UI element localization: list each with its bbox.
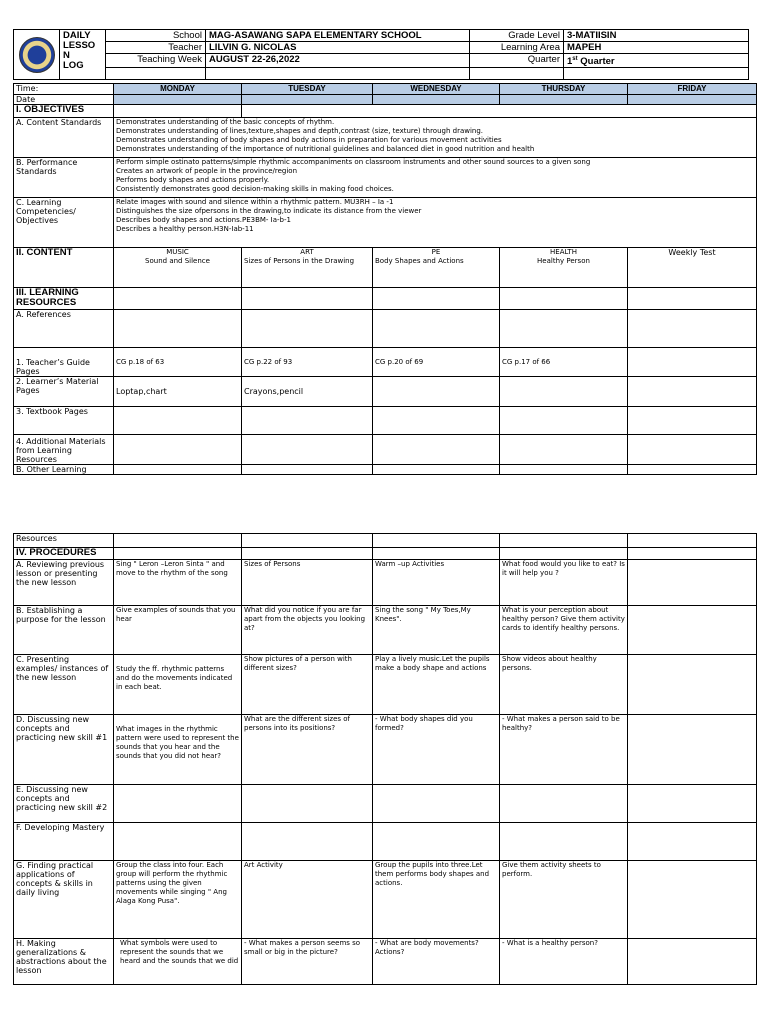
proc-d-wednesday: - What body shapes did you formed? bbox=[373, 715, 500, 785]
deped-seal-logo bbox=[14, 30, 60, 80]
grade-level-value: 3-MATIISIN bbox=[564, 30, 749, 42]
proc-c-tuesday: Show pictures of a person with different sizes? bbox=[242, 655, 373, 715]
content-pe: PE Body Shapes and Actions bbox=[373, 248, 500, 288]
day-wednesday: WEDNESDAY bbox=[373, 84, 500, 95]
learning-resources-heading: III. LEARNING RESOURCES bbox=[14, 288, 114, 310]
proc-a-label: A. Reviewing previous lesson or presenting the new lesson bbox=[14, 560, 114, 606]
proc-e-label: E. Discussing new concepts and practicing new skill #2 bbox=[14, 785, 114, 823]
time-label: Time: bbox=[14, 84, 114, 95]
learners-material-label: 2. Learner’s Material Pages bbox=[14, 377, 114, 407]
content-standards-text: Demonstrates understanding of the basic concepts of rhythm. Demonstrates understanding of lines,texture,shapes and depth,contrast (size, texture) through drawing. Demonstrates understanding of body shapes and body actions in preparation for various movement activities Demonstrates understanding of the importance of nutritional guidelines and balanced diet in good nutrition and health bbox=[114, 118, 757, 158]
school-value: MAG-ASAWANG SAPA ELEMENTARY SCHOOL bbox=[206, 30, 470, 42]
proc-f-label: F. Developing Mastery bbox=[14, 823, 114, 861]
lesson-table-page1 bbox=[13, 83, 757, 475]
competencies-label: C. Learning Competencies/ Objectives bbox=[14, 198, 114, 248]
proc-b-tuesday: What did you notice if you are far apart from the objects you looking at? bbox=[242, 606, 373, 655]
proc-h-monday: What symbols were used to represent the sounds that we heard and the sounds that we did bbox=[114, 939, 242, 985]
content-music: MUSIC Sound and Silence bbox=[114, 248, 242, 288]
content-heading: II. CONTENT bbox=[14, 248, 114, 288]
tg-tuesday: CG p.22 of 93 bbox=[242, 348, 373, 377]
proc-b-label: B. Establishing a purpose for the lesson bbox=[14, 606, 114, 655]
performance-standards-label: B. Performance Standards bbox=[14, 158, 114, 198]
proc-c-label: C. Presenting examples/ instances of the new lesson bbox=[14, 655, 114, 715]
proc-h-label: H. Making generalizations & abstractions about the lesson bbox=[14, 939, 114, 985]
teaching-week-value: AUGUST 22-26,2022 bbox=[206, 54, 470, 68]
performance-standards-text: Perform simple ostinato patterns/simple rhythmic accompaniments on classroom instruments and other sound sources to a given song Creates an artwork of people in the province/region Performs body shapes and actions properly. Consistently demonstrates good decision-making skills in making food choices. bbox=[114, 158, 757, 198]
learning-area-value: MAPEH bbox=[564, 42, 749, 54]
tg-monday: CG p.18 of 63 bbox=[114, 348, 242, 377]
proc-b-monday: Give examples of sounds that you hear bbox=[114, 606, 242, 655]
proc-h-tuesday: - What makes a person seems so small or big in the picture? bbox=[242, 939, 373, 985]
quarter-value: 1st Quarter bbox=[564, 54, 749, 68]
proc-g-monday: Group the class into four. Each group will perform the rhythmic patterns using the given movements while singing " Ang Alaga Kong Pusa". bbox=[114, 861, 242, 939]
weekly-test: Weekly Test bbox=[628, 248, 757, 288]
proc-c-monday: Study the ff. rhythmic patterns and do the movements indicated in each beat. bbox=[114, 655, 242, 715]
objectives-heading: I. OBJECTIVES bbox=[14, 105, 114, 118]
references-label: A. References bbox=[14, 310, 114, 348]
lm-tuesday: Crayons,pencil bbox=[242, 377, 373, 407]
teachers-guide-label: 1. Teacher’s Guide Pages bbox=[14, 348, 114, 377]
dll-title: DAILY LESSO N LOG bbox=[60, 30, 106, 80]
additional-materials-label: 4. Additional Materials from Learning Resources bbox=[14, 435, 114, 465]
proc-a-tuesday: Sizes of Persons bbox=[242, 560, 373, 606]
teaching-week-label: Teaching Week bbox=[106, 54, 206, 68]
tg-wednesday: CG p.20 of 69 bbox=[373, 348, 500, 377]
proc-d-monday: What images in the rhythmic pattern were used to represent the sounds that you hear and the sounds that you did not hear? bbox=[114, 715, 242, 785]
proc-b-thursday: What is your perception about healthy person? Give them activity cards to identify healthy persons. bbox=[500, 606, 628, 655]
proc-c-wednesday: Play a lively music.Let the pupils make a body shape and actions bbox=[373, 655, 500, 715]
header-table bbox=[13, 29, 749, 80]
day-tuesday: TUESDAY bbox=[242, 84, 373, 95]
proc-d-tuesday: What are the different sizes of persons into its positions? bbox=[242, 715, 373, 785]
lesson-table-page2 bbox=[13, 533, 757, 985]
proc-a-thursday: What food would you like to eat? Is it will help you ? bbox=[500, 560, 628, 606]
teacher-value: LILVIN G. NICOLAS bbox=[206, 42, 470, 54]
tg-thursday: CG p.17 of 66 bbox=[500, 348, 628, 377]
proc-a-wednesday: Warm –up Activities bbox=[373, 560, 500, 606]
proc-c-thursday: Show videos about healthy persons. bbox=[500, 655, 628, 715]
content-art: ART Sizes of Persons in the Drawing bbox=[242, 248, 373, 288]
proc-g-thursday: Give them activity sheets to perform. bbox=[500, 861, 628, 939]
proc-d-thursday: - What makes a person said to be healthy? bbox=[500, 715, 628, 785]
procedures-heading: IV. PROCEDURES bbox=[14, 548, 114, 560]
other-resources-label-b: Resources bbox=[14, 534, 114, 548]
day-monday: MONDAY bbox=[114, 84, 242, 95]
proc-h-wednesday: - What are body movements? Actions? bbox=[373, 939, 500, 985]
competencies-text: Relate images with sound and silence within a rhythmic pattern. MU3RH – Ia -1 Distinguishes the size ofpersons in the drawing,to indicate its distance from the viewer Describes body shapes and actions.PE3BM- Ia-b-1 Describes a healthy person.H3N-Iab-11 bbox=[114, 198, 757, 248]
proc-g-label: G. Finding practical applications of concepts & skills in daily living bbox=[14, 861, 114, 939]
day-friday: FRIDAY bbox=[628, 84, 757, 95]
content-health: HEALTH Healthy Person bbox=[500, 248, 628, 288]
lm-monday: Loptap,chart bbox=[114, 377, 242, 407]
proc-b-wednesday: Sing the song " My Toes,My Knees". bbox=[373, 606, 500, 655]
proc-g-wednesday: Group the pupils into three.Let them performs body shapes and actions. bbox=[373, 861, 500, 939]
proc-a-monday: Sing " Leron –Leron Sinta " and move to the rhythm of the song bbox=[114, 560, 242, 606]
date-label: Date bbox=[14, 95, 114, 105]
school-label: School bbox=[106, 30, 206, 42]
teacher-label: Teacher bbox=[106, 42, 206, 54]
learning-area-label: Learning Area bbox=[470, 42, 564, 54]
content-standards-label: A. Content Standards bbox=[14, 118, 114, 158]
proc-d-label: D. Discussing new concepts and practicing new skill #1 bbox=[14, 715, 114, 785]
quarter-label: Quarter bbox=[470, 54, 564, 68]
textbook-pages-label: 3. Textbook Pages bbox=[14, 407, 114, 435]
proc-g-tuesday: Art Activity bbox=[242, 861, 373, 939]
grade-level-label: Grade Level bbox=[470, 30, 564, 42]
day-thursday: THURSDAY bbox=[500, 84, 628, 95]
other-resources-label-a: B. Other Learning bbox=[14, 465, 114, 475]
proc-h-thursday: - What is a healthy person? bbox=[500, 939, 628, 985]
